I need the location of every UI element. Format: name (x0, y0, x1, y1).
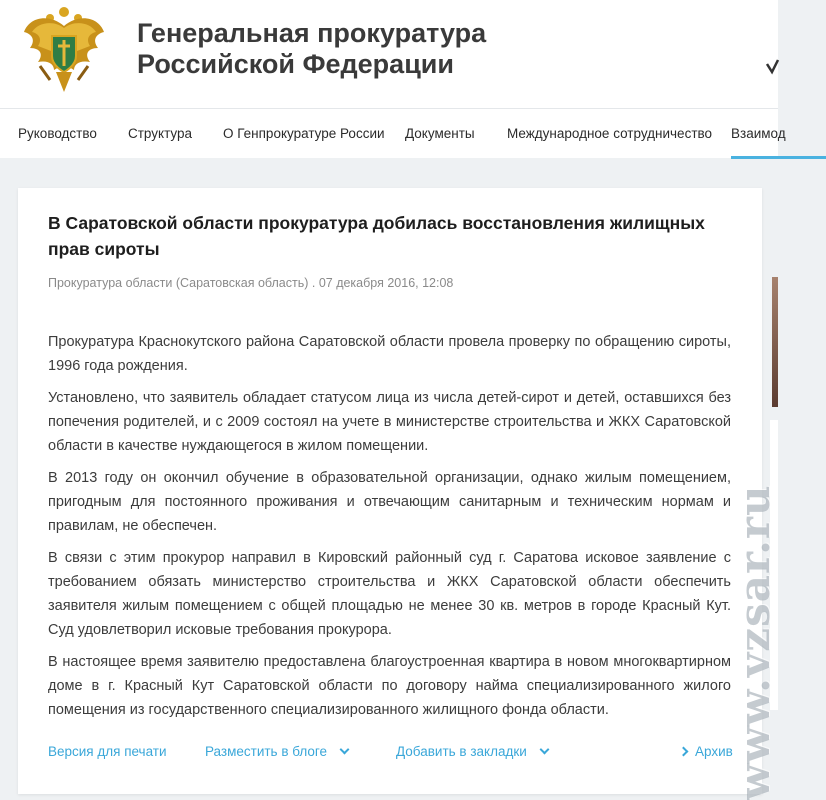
article-paragraph: Установлено, что заявитель обладает статусом лица из числа детей-сирот и детей, оставшихся без попечения родителей, и с 2009 состоял на учете в министерстве строительства и ЖКХ Саратовской области в качестве нуждающегося в жилом помещении. (48, 390, 731, 454)
article-paragraph: В связи с этим прокурор направил в Кировский районный суд г. Саратова исковое заявление с требованием обязать министерство строительства и ЖКХ Саратовской области обеспечить заявителя жилым помещением с общей площадью не менее 30 кв. метров в городе Красный Кут. Суд удовлетворил исковые требования прокурора. (48, 550, 731, 638)
chevron-down-icon (340, 745, 350, 755)
share-blog-label: Разместить в блоге (205, 744, 328, 759)
nav-item-struktura[interactable]: Структура (128, 126, 193, 141)
print-version-link[interactable] (48, 744, 167, 759)
article-body (48, 330, 731, 730)
add-bookmark-label: Добавить в закладки (396, 744, 527, 759)
article-card (18, 188, 762, 794)
archive-link[interactable] (680, 744, 733, 759)
site-title[interactable] (137, 18, 486, 80)
chevron-down-icon (539, 745, 549, 755)
print-version-label: Версия для печати (48, 744, 167, 759)
article-title: В Саратовской области прокуратура добилась восстановления жилищных прав сироты (48, 213, 705, 259)
article-paragraph: В настоящее время заявителю предоставлена благоустроенная квартира в новом многоквартирном доме в г. Красный Кут Саратовской области по договору найма специализированного жилого помещения из государственного специализированного жилищного фонда области. (48, 654, 731, 718)
site-header (0, 0, 778, 108)
nav-item-dokumenty[interactable]: Документы (405, 126, 475, 141)
watermark: www.vzsar.ru (730, 484, 779, 800)
article-paragraph: Прокуратура Краснокутского района Саратовской области провела проверку по обращению сироты, 1996 года рождения. (48, 334, 731, 374)
nav-item-vzaimodeystvie[interactable]: Взаимод (731, 109, 786, 159)
article-actions (48, 744, 762, 768)
nav-item-mezhdunarodnoe[interactable]: Международное сотрудничество (507, 126, 713, 141)
add-bookmark-dropdown[interactable] (396, 744, 548, 759)
nav-item-o-genprokurature[interactable]: О Генпрокуратуре России (223, 126, 385, 141)
nav-item-rukovodstvo[interactable]: Руководство (18, 126, 97, 141)
archive-label: Архив (695, 744, 733, 759)
share-blog-dropdown[interactable] (205, 744, 348, 759)
site-title-line2: Российской Федерации (137, 49, 454, 79)
main-navigation (0, 108, 786, 158)
sidebar-photo[interactable] (772, 277, 778, 407)
article-meta: Прокуратура области (Саратовская область) . 07 декабря 2016, 12:08 (48, 276, 454, 290)
chevron-icon[interactable] (765, 58, 779, 78)
chevron-right-icon (679, 747, 689, 757)
site-title-line1: Генеральная прокуратура (137, 18, 487, 48)
double-headed-eagle-emblem-icon[interactable] (20, 4, 108, 96)
article-paragraph: В 2013 году он окончил обучение в образовательной организации, однако жилым помещением, пригодным для постоянного проживания и отвечающим санитарным и техническим нормам и правилам, не обеспечен. (48, 470, 731, 534)
